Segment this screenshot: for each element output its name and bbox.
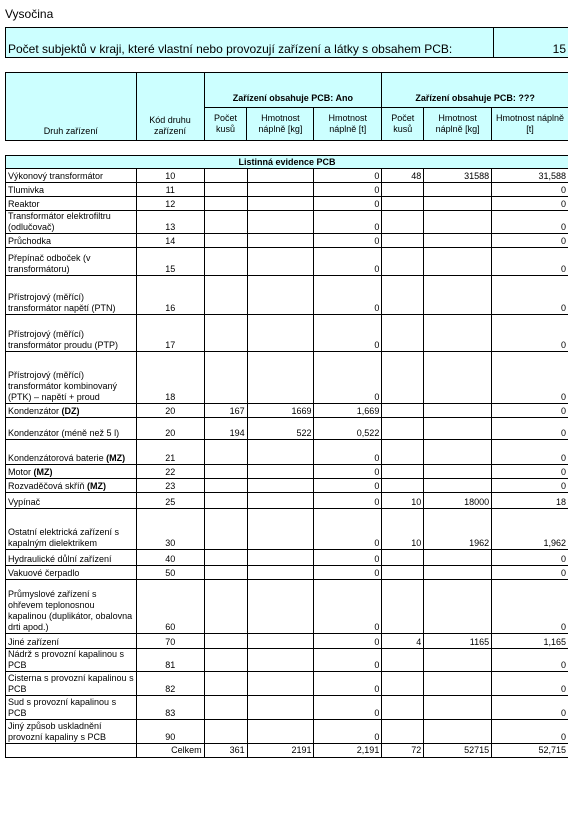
cell-u-t: 0 — [492, 720, 568, 744]
row-name: Tlumivka — [6, 183, 137, 197]
table-row — [6, 566, 568, 580]
cell-u-kg — [424, 183, 492, 197]
row-name: Vypínač — [6, 493, 137, 509]
header-t-a: Hmotnost náplně [t] — [314, 108, 382, 141]
cell-a-t: 0 — [314, 440, 382, 465]
table-row — [6, 649, 568, 672]
header-group-ano: Zařízení obsahuje PCB: Ano — [204, 73, 382, 108]
cell-a-t: 0,522 — [314, 418, 382, 440]
cell-u-pocet: 10 — [382, 509, 424, 550]
cell-a-t: 0 — [314, 211, 382, 234]
cell-a-kg — [247, 197, 314, 211]
cell-u-pocet: 48 — [382, 169, 424, 183]
cell-a-t: 0 — [314, 248, 382, 276]
cell-u-t: 0 — [492, 465, 568, 479]
cell-a-t: 0 — [314, 649, 382, 672]
cell-u-kg — [424, 440, 492, 465]
cell-a-kg — [247, 248, 314, 276]
table-row — [6, 211, 568, 234]
table-row — [6, 197, 568, 211]
cell-code: 81 — [136, 649, 204, 672]
cell-u-pocet — [382, 418, 424, 440]
row-name: Jiné zařízení — [6, 634, 137, 649]
cell-u-t: 0 — [492, 418, 568, 440]
cell-u-t: 0 — [492, 672, 568, 696]
cell-code: 83 — [136, 696, 204, 720]
cell-a-pocet — [204, 566, 247, 580]
table-row — [6, 479, 568, 493]
cell-a-t: 0 — [314, 550, 382, 566]
row-name: Kondenzátorová baterie (MZ) — [6, 440, 137, 465]
cell-u-pocet — [382, 248, 424, 276]
cell-u-kg — [424, 248, 492, 276]
summary-table — [5, 27, 568, 58]
cell-u-pocet — [382, 696, 424, 720]
cell-u-pocet — [382, 315, 424, 352]
total-a-kg: 2191 — [247, 744, 314, 758]
cell-u-kg — [424, 649, 492, 672]
cell-a-t: 0 — [314, 634, 382, 649]
row-name: Průchodka — [6, 234, 137, 248]
cell-a-kg — [247, 566, 314, 580]
cell-a-kg — [247, 493, 314, 509]
row-name: Jiný způsob uskladnění provozní kapaliny s PCB — [6, 720, 137, 744]
cell-u-t: 1,962 — [492, 509, 568, 550]
cell-a-t: 0 — [314, 197, 382, 211]
cell-u-pocet — [382, 649, 424, 672]
header-group-unknown: Zařízení obsahuje PCB: ??? — [382, 73, 568, 108]
cell-code: 50 — [136, 566, 204, 580]
cell-a-t: 0 — [314, 465, 382, 479]
cell-a-t: 0 — [314, 696, 382, 720]
row-name: Nádrž s provozní kapalinou s PCB — [6, 649, 137, 672]
table-row — [6, 276, 568, 315]
cell-a-pocet — [204, 672, 247, 696]
cell-a-kg — [247, 479, 314, 493]
cell-a-pocet — [204, 465, 247, 479]
summary-label: Počet subjektů v kraji, které vlastní nebo provozují zařízení a látky s obsahem PCB: — [6, 28, 494, 58]
section-title: Listinná evidence PCB — [6, 156, 568, 169]
cell-a-kg — [247, 440, 314, 465]
cell-a-kg — [247, 169, 314, 183]
cell-a-pocet — [204, 276, 247, 315]
row-name: Vakuové čerpadlo — [6, 566, 137, 580]
row-name: Sud s provozní kapalinou s PCB — [6, 696, 137, 720]
cell-a-t: 0 — [314, 315, 382, 352]
total-blank — [6, 744, 137, 758]
table-row — [6, 248, 568, 276]
cell-u-pocet — [382, 465, 424, 479]
cell-a-pocet — [204, 550, 247, 566]
cell-u-pocet — [382, 566, 424, 580]
cell-u-pocet: 4 — [382, 634, 424, 649]
cell-u-pocet — [382, 404, 424, 418]
cell-a-pocet — [204, 634, 247, 649]
cell-u-t: 0 — [492, 197, 568, 211]
total-u-t: 52,715 — [492, 744, 568, 758]
cell-u-t: 18 — [492, 493, 568, 509]
row-name: Přístrojový (měřící) transformátor proudu (PTP) — [6, 315, 137, 352]
row-name: Kondenzátor (méně než 5 l) — [6, 418, 137, 440]
cell-code: 17 — [136, 315, 204, 352]
cell-u-t: 0 — [492, 315, 568, 352]
table-row — [6, 509, 568, 550]
cell-a-pocet — [204, 211, 247, 234]
cell-u-kg: 1165 — [424, 634, 492, 649]
cell-code: 70 — [136, 634, 204, 649]
total-label: Celkem — [136, 744, 204, 758]
header-druh: Druh zařízení — [6, 73, 137, 141]
cell-a-pocet — [204, 248, 247, 276]
cell-code: 40 — [136, 550, 204, 566]
cell-a-kg — [247, 315, 314, 352]
cell-a-pocet — [204, 169, 247, 183]
cell-u-pocet — [382, 211, 424, 234]
table-row — [6, 720, 568, 744]
cell-u-kg: 31588 — [424, 169, 492, 183]
row-name: Motor (MZ) — [6, 465, 137, 479]
cell-a-pocet — [204, 352, 247, 404]
cell-code: 25 — [136, 493, 204, 509]
cell-a-kg — [247, 276, 314, 315]
cell-u-kg — [424, 418, 492, 440]
cell-u-t: 0 — [492, 649, 568, 672]
header-kg-a: Hmotnost náplně [kg] — [247, 108, 314, 141]
cell-code: 10 — [136, 169, 204, 183]
cell-u-t: 1,165 — [492, 634, 568, 649]
cell-code: 23 — [136, 479, 204, 493]
table-row — [6, 315, 568, 352]
cell-a-kg — [247, 465, 314, 479]
cell-a-kg — [247, 352, 314, 404]
cell-a-t: 0 — [314, 234, 382, 248]
cell-a-pocet — [204, 493, 247, 509]
row-name: Ostatní elektrická zařízení s kapalným dielektrikem — [6, 509, 137, 550]
cell-u-kg — [424, 550, 492, 566]
cell-a-t: 0 — [314, 720, 382, 744]
cell-u-pocet — [382, 479, 424, 493]
table-row — [6, 183, 568, 197]
cell-u-t: 0 — [492, 580, 568, 634]
data-table — [5, 155, 568, 758]
cell-a-pocet — [204, 509, 247, 550]
cell-a-kg — [247, 634, 314, 649]
cell-u-pocet — [382, 197, 424, 211]
cell-u-pocet — [382, 672, 424, 696]
cell-u-kg — [424, 696, 492, 720]
cell-u-pocet — [382, 440, 424, 465]
cell-u-pocet — [382, 234, 424, 248]
cell-code: 16 — [136, 276, 204, 315]
cell-a-t: 0 — [314, 580, 382, 634]
cell-code: 82 — [136, 672, 204, 696]
cell-u-kg — [424, 211, 492, 234]
cell-a-pocet — [204, 183, 247, 197]
cell-code: 18 — [136, 352, 204, 404]
cell-u-t: 0 — [492, 248, 568, 276]
region-title: Vysočina — [5, 7, 54, 21]
table-row — [6, 493, 568, 509]
cell-code: 60 — [136, 580, 204, 634]
cell-u-t: 0 — [492, 479, 568, 493]
cell-code: 90 — [136, 720, 204, 744]
cell-code: 22 — [136, 465, 204, 479]
row-name: Rozvaděčová skříň (MZ) — [6, 479, 137, 493]
total-a-t: 2,191 — [314, 744, 382, 758]
row-name: Kondenzátor (DZ) — [6, 404, 137, 418]
cell-u-t: 0 — [492, 550, 568, 566]
table-row — [6, 169, 568, 183]
header-kg-u: Hmotnost náplně [kg] — [424, 108, 492, 141]
cell-a-pocet: 194 — [204, 418, 247, 440]
table-row — [6, 465, 568, 479]
table-row — [6, 672, 568, 696]
cell-a-pocet — [204, 479, 247, 493]
cell-a-kg — [247, 234, 314, 248]
cell-a-t: 0 — [314, 509, 382, 550]
cell-a-kg — [247, 509, 314, 550]
table-row — [6, 440, 568, 465]
cell-a-kg: 522 — [247, 418, 314, 440]
cell-u-kg — [424, 352, 492, 404]
cell-u-kg — [424, 197, 492, 211]
cell-a-kg: 1669 — [247, 404, 314, 418]
table-row — [6, 580, 568, 634]
header-pocet-u: Počet kusů — [382, 108, 424, 141]
cell-a-t: 1,669 — [314, 404, 382, 418]
total-row — [6, 744, 568, 758]
cell-a-t: 0 — [314, 276, 382, 315]
cell-u-pocet — [382, 720, 424, 744]
cell-u-pocet — [382, 352, 424, 404]
table-row — [6, 234, 568, 248]
row-name: Cisterna s provozní kapalinou s PCB — [6, 672, 137, 696]
cell-u-pocet — [382, 550, 424, 566]
cell-u-kg: 1962 — [424, 509, 492, 550]
cell-a-pocet — [204, 315, 247, 352]
cell-a-pocet — [204, 440, 247, 465]
cell-u-kg — [424, 404, 492, 418]
cell-u-pocet: 10 — [382, 493, 424, 509]
cell-a-t: 0 — [314, 183, 382, 197]
row-name: Reaktor — [6, 197, 137, 211]
cell-u-kg — [424, 479, 492, 493]
cell-a-pocet — [204, 197, 247, 211]
cell-u-kg — [424, 465, 492, 479]
cell-code: 20 — [136, 418, 204, 440]
total-u-kg: 52715 — [424, 744, 492, 758]
cell-a-kg — [247, 720, 314, 744]
cell-code: 30 — [136, 509, 204, 550]
cell-u-kg — [424, 566, 492, 580]
cell-u-t: 0 — [492, 440, 568, 465]
cell-a-kg — [247, 550, 314, 566]
summary-value: 15 — [494, 28, 568, 58]
cell-code: 12 — [136, 197, 204, 211]
cell-u-pocet — [382, 580, 424, 634]
cell-a-kg — [247, 696, 314, 720]
cell-u-kg — [424, 580, 492, 634]
table-row — [6, 634, 568, 649]
cell-a-pocet — [204, 696, 247, 720]
total-u-pocet: 72 — [382, 744, 424, 758]
table-row — [6, 696, 568, 720]
row-name: Přístrojový (měřící) transformátor napětí (PTN) — [6, 276, 137, 315]
cell-u-t: 0 — [492, 211, 568, 234]
cell-u-t: 0 — [492, 276, 568, 315]
cell-code: 20 — [136, 404, 204, 418]
table-row — [6, 404, 568, 418]
cell-a-kg — [247, 211, 314, 234]
cell-u-t: 0 — [492, 696, 568, 720]
cell-a-pocet — [204, 234, 247, 248]
cell-a-kg — [247, 649, 314, 672]
table-row — [6, 550, 568, 566]
cell-code: 21 — [136, 440, 204, 465]
cell-u-pocet — [382, 183, 424, 197]
total-a-pocet: 361 — [204, 744, 247, 758]
cell-u-kg — [424, 234, 492, 248]
table-row — [6, 418, 568, 440]
cell-code: 11 — [136, 183, 204, 197]
cell-code: 15 — [136, 248, 204, 276]
cell-u-t: 0 — [492, 183, 568, 197]
cell-u-kg — [424, 720, 492, 744]
cell-u-kg — [424, 315, 492, 352]
header-t-u: Hmotnost náplně [t] — [492, 108, 568, 141]
cell-u-kg — [424, 672, 492, 696]
row-name: Hydraulické důlní zařízení — [6, 550, 137, 566]
cell-a-kg — [247, 183, 314, 197]
cell-a-pocet: 167 — [204, 404, 247, 418]
row-name: Přepínač odboček (v transformátoru) — [6, 248, 137, 276]
cell-a-t: 0 — [314, 672, 382, 696]
row-name: Přístrojový (měřící) transformátor kombinovaný (PTK) – napětí + proud — [6, 352, 137, 404]
table-row — [6, 352, 568, 404]
cell-u-t: 31,588 — [492, 169, 568, 183]
cell-u-kg: 18000 — [424, 493, 492, 509]
cell-a-t: 0 — [314, 493, 382, 509]
cell-a-t: 0 — [314, 352, 382, 404]
cell-a-kg — [247, 672, 314, 696]
cell-a-t: 0 — [314, 169, 382, 183]
cell-a-pocet — [204, 580, 247, 634]
cell-a-t: 0 — [314, 479, 382, 493]
header-table — [5, 72, 568, 141]
cell-a-pocet — [204, 720, 247, 744]
row-name: Průmyslové zařízení s ohřevem teplonosnou kapalinou (duplikátor, obalovna drti apod.) — [6, 580, 137, 634]
header-pocet-a: Počet kusů — [204, 108, 247, 141]
cell-u-kg — [424, 276, 492, 315]
cell-u-t: 0 — [492, 352, 568, 404]
cell-u-t: 0 — [492, 404, 568, 418]
header-kod: Kód druhu zařízení — [136, 73, 204, 141]
cell-code: 13 — [136, 211, 204, 234]
cell-a-pocet — [204, 649, 247, 672]
cell-u-pocet — [382, 276, 424, 315]
cell-code: 14 — [136, 234, 204, 248]
row-name: Transformátor elektrofiltru (odlučovač) — [6, 211, 137, 234]
cell-u-t: 0 — [492, 234, 568, 248]
cell-a-t: 0 — [314, 566, 382, 580]
row-name: Výkonový transformátor — [6, 169, 137, 183]
cell-u-t: 0 — [492, 566, 568, 580]
cell-a-kg — [247, 580, 314, 634]
